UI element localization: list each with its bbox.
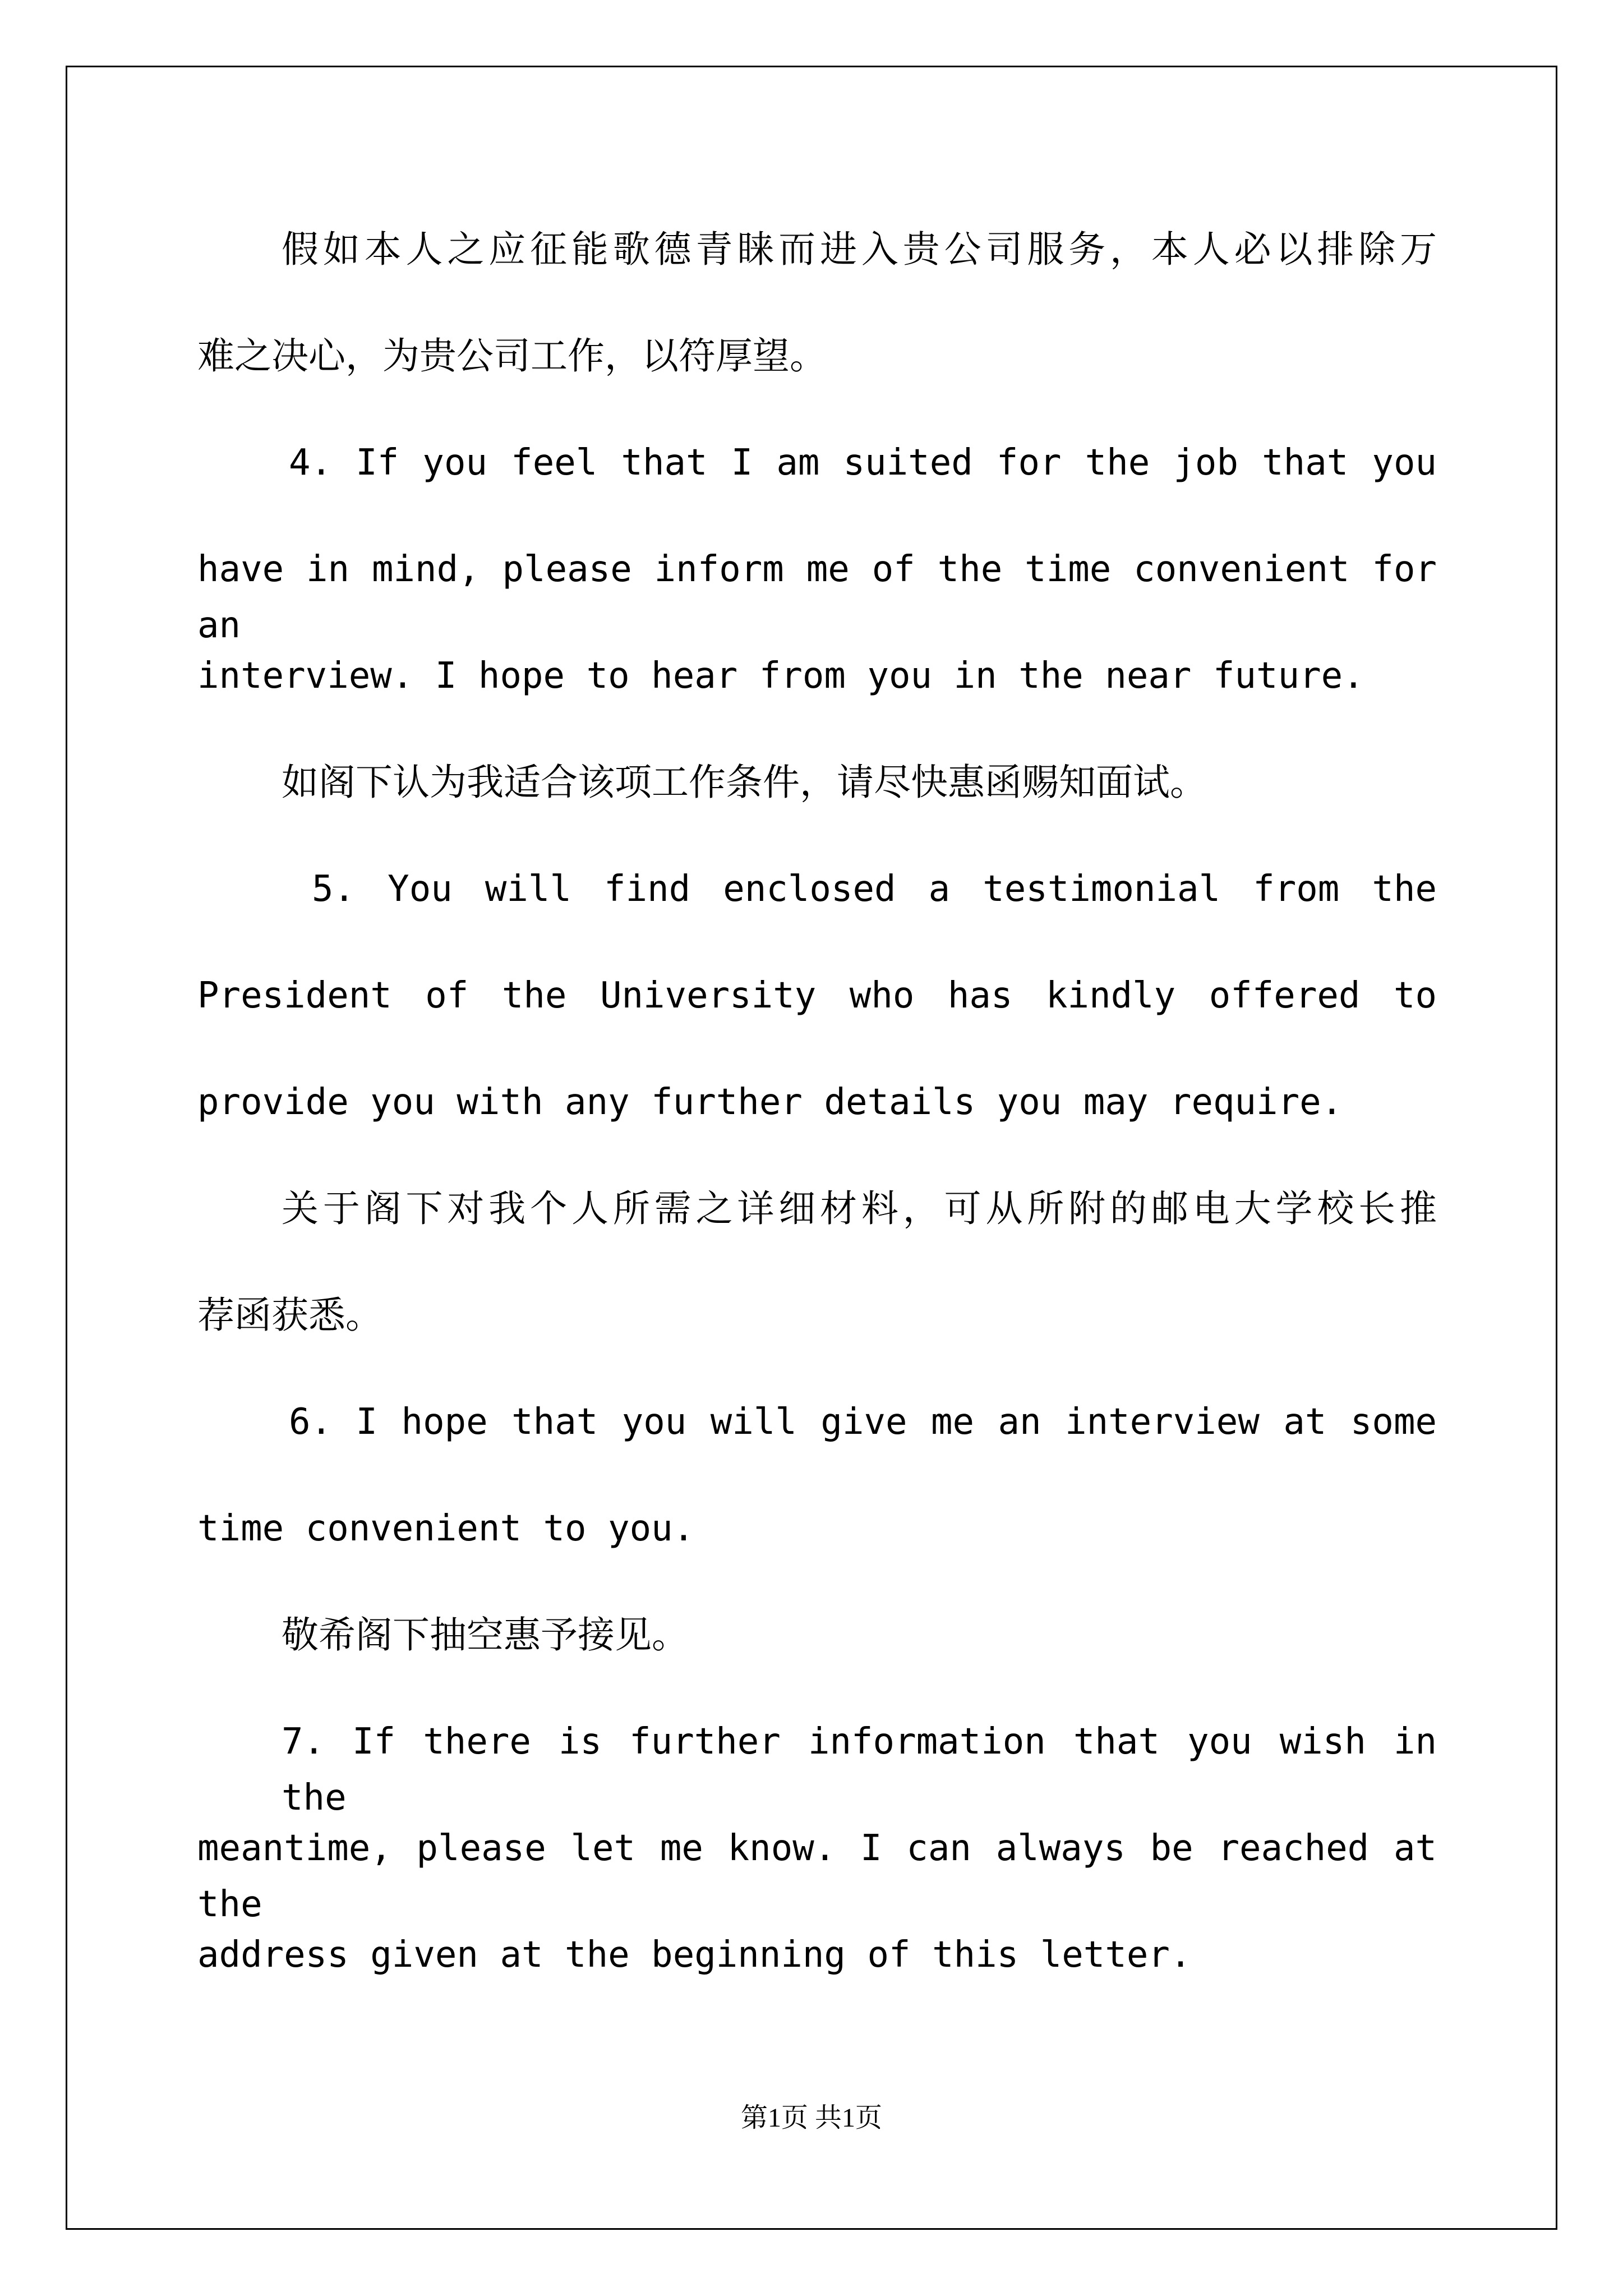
text-line: have in mind, please inform me of the time convenient for an [197,549,1437,646]
text-line: President of the University who has kindly offered to [197,975,1437,1016]
text-line: 6. I hope that you will give me an interview at some [289,1401,1437,1443]
page-border [66,66,1557,2230]
text-line: meantime, please let me know. I can always be reached at the [197,1828,1437,1925]
text-line: 敬希阁下抽空惠予接见。 [282,1613,689,1657]
text-line: address given at the beginning of this letter. [197,1934,1192,1976]
text-line: 关于阁下对我个人所需之详细材料，可从所附的邮电大学校长推 [282,1187,1437,1230]
page-footer: 第1页 共1页 [740,2103,882,2133]
text-line: 荐函获悉。 [197,1294,382,1337]
text-line: 7. If there is further information that you wish in the [282,1721,1437,1819]
text-line: provide you with any further details you may require. [197,1082,1343,1123]
text-line: 5. You will find enclosed a testimonial from the [312,868,1437,910]
text-line: 假如本人之应征能歌德青睐而进入贵公司服务，本人必以排除万 [282,228,1437,271]
text-line: 如阁下认为我适合该项工作条件，请尽快惠函赐知面试。 [282,761,1207,804]
text-line: 4. If you feel that I am suited for the job that you [289,442,1437,484]
text-line: interview. I hope to hear from you in the near future. [197,655,1364,697]
text-line: 难之决心，为贵公司工作，以符厚望。 [197,334,827,378]
text-line: time convenient to you. [197,1508,695,1549]
